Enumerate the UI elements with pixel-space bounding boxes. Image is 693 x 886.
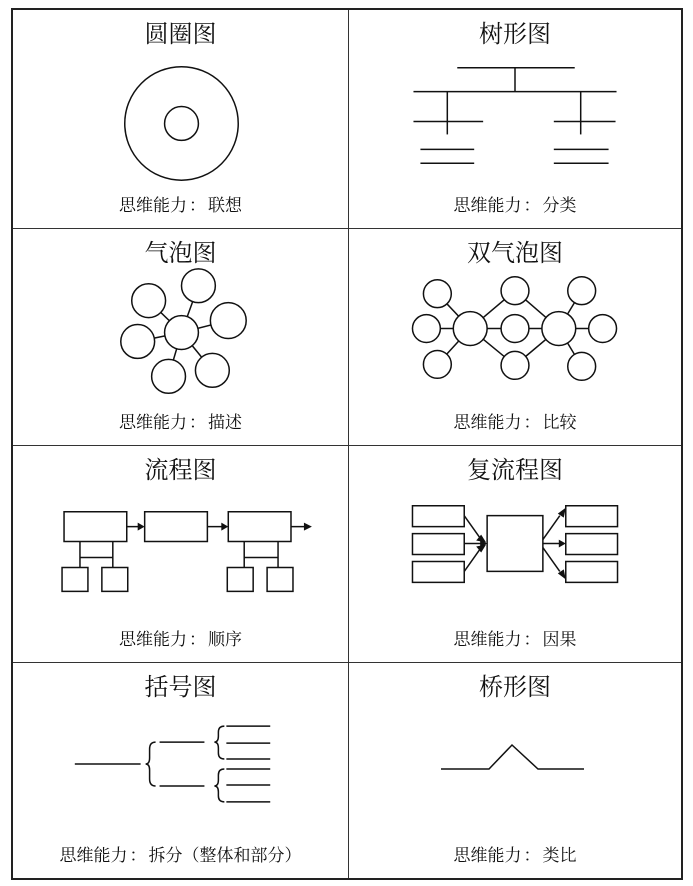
double-bubble-map-cell — [349, 229, 681, 446]
ability-caption: 思维能力 ： 顺序 — [119, 630, 242, 650]
ability-caption: 思维能力 ： 因果 — [453, 630, 577, 650]
map-title: 气泡图 — [144, 239, 217, 267]
ability-caption: 思维能力 ： 类比 — [453, 846, 577, 866]
map-title: 树形图 — [479, 20, 551, 48]
ability-caption: 思维能力 ： 联想 — [119, 196, 242, 216]
circle-map-cell — [13, 10, 349, 229]
map-title: 双气泡图 — [467, 239, 563, 267]
thinking-maps-table — [11, 8, 683, 880]
map-title: 括号图 — [144, 673, 217, 701]
tree-map-cell — [349, 10, 681, 229]
bridge-map-cell — [349, 663, 681, 878]
map-title: 圆圈图 — [144, 20, 217, 48]
bubble-map-cell — [13, 229, 349, 446]
flow-map-cell — [13, 446, 349, 663]
map-title: 桥形图 — [479, 673, 551, 701]
map-title: 流程图 — [144, 456, 217, 484]
ability-caption: 思维能力 ： 描述 — [119, 413, 242, 433]
ability-caption: 思维能力 ： 分类 — [453, 196, 577, 216]
ability-caption: 思维能力 ： 比较 — [453, 413, 577, 433]
ability-caption: 思维能力 ： 拆分（整体和部分） — [59, 846, 302, 866]
map-title: 复流程图 — [467, 456, 563, 484]
brace-map-cell — [13, 663, 349, 878]
multi-flow-map-cell — [349, 446, 681, 663]
